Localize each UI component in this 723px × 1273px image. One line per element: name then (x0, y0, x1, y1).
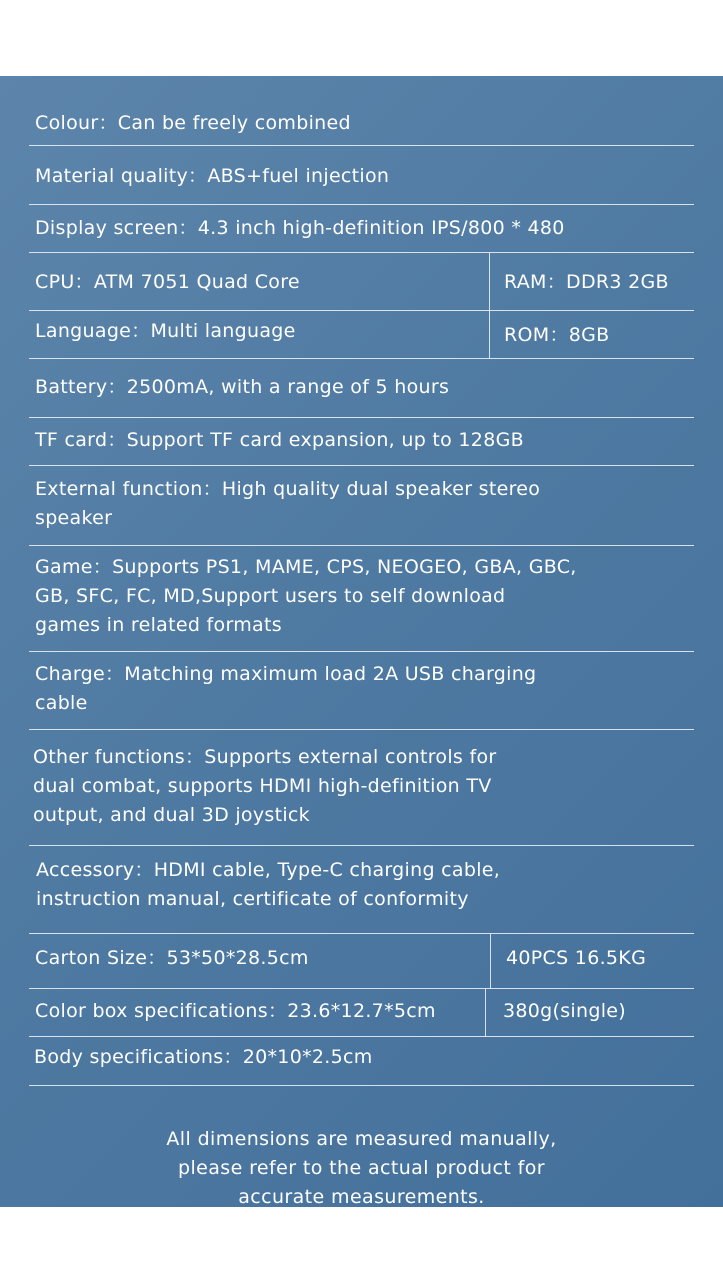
spec-cpu: CPU：ATM 7051 Quad Core (35, 271, 300, 293)
footer-note-line3: accurate measurements. (238, 1186, 485, 1207)
spec-tf-card: TF card：Support TF card expansion, up to 128GB (35, 429, 524, 451)
spec-row-other (29, 730, 694, 846)
spec-game-line1: Game：Supports PS1, MAME, CPS, NEOGEO, GBA, GBC, (35, 556, 577, 578)
spec-charge-line2: cable (35, 692, 88, 714)
spec-other-line3: output, and dual 3D joystick (33, 804, 310, 826)
column-divider (490, 934, 491, 989)
spec-row-charge (29, 652, 694, 730)
spec-row-game (29, 546, 694, 652)
column-divider (489, 253, 490, 311)
spec-color-box: Color box specifications：23.6*12.7*5cm (35, 1000, 436, 1022)
spec-color-box-weight: 380g(single) (503, 1000, 626, 1022)
spec-row-colour (29, 106, 694, 146)
spec-row-battery (29, 359, 694, 418)
spec-accessory-line2: instruction manual, certificate of conformity (36, 888, 469, 910)
spec-row-display (29, 205, 694, 253)
spec-charge-line1: Charge：Matching maximum load 2A USB charging (35, 663, 537, 685)
spec-game-line3: games in related formats (35, 614, 282, 636)
spec-language: Language：Multi language (35, 320, 296, 342)
spec-row-external (29, 466, 694, 546)
spec-row-language-rom (29, 311, 694, 359)
spec-accessory-line1: Accessory：HDMI cable, Type-C charging cable, (36, 859, 501, 881)
spec-row-tf-card (29, 418, 694, 466)
spec-row-accessory (29, 846, 694, 934)
spec-display: Display screen：4.3 inch high-definition IPS/800 * 480 (35, 217, 565, 239)
spec-row-carton (29, 934, 694, 989)
spec-row-color-box (29, 989, 694, 1037)
spec-material: Material quality：ABS+fuel injection (35, 165, 390, 187)
spec-other-line2: dual combat, supports HDMI high-definition TV (33, 775, 492, 797)
spec-external-line1: External function：High quality dual speaker stereo (35, 478, 541, 500)
spec-row-material (29, 146, 694, 205)
footer-note-line2: please refer to the actual product for (178, 1157, 545, 1179)
spec-external-line2: speaker (35, 507, 113, 529)
spec-body: Body specifications：20*10*2.5cm (34, 1046, 373, 1068)
spec-row-cpu-ram (29, 253, 694, 311)
spec-colour: Colour：Can be freely combined (35, 112, 351, 134)
spec-battery: Battery：2500mA, with a range of 5 hours (35, 376, 450, 398)
column-divider (485, 989, 486, 1037)
column-divider (489, 311, 490, 359)
footer-note-line1: All dimensions are measured manually, (166, 1128, 557, 1150)
spec-panel (0, 76, 723, 1207)
spec-other-line1: Other functions：Supports external controls for (33, 746, 497, 768)
spec-carton-qty: 40PCS 16.5KG (506, 947, 647, 969)
spec-rom: ROM：8GB (504, 324, 610, 346)
spec-game-line2: GB, SFC, FC, MD,Support users to self download (35, 585, 506, 607)
spec-row-body (29, 1037, 694, 1086)
spec-ram: RAM：DDR3 2GB (504, 271, 669, 293)
spec-carton-size: Carton Size：53*50*28.5cm (35, 947, 309, 969)
